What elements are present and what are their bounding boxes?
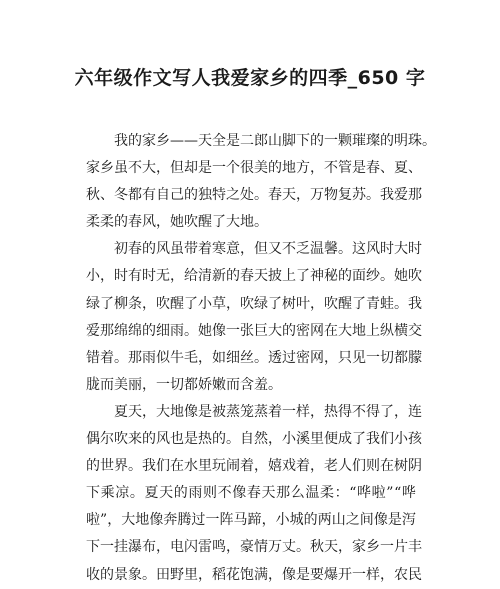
text-line: 胧而美丽，一切都娇嫩而含羞。	[86, 376, 282, 393]
text-line: 偶 尔 吹 来 的 风 也 是 热 的 。 自 然 ， 小 溪 里 便 成 了 我 们 小 孩	[86, 431, 422, 448]
text-line: 爱 那 绵 绵 的 细 雨 。 她 像 一 张 巨 大 的 密 网 在 大 地 上 纵 横 交	[86, 322, 422, 339]
text-line: 小 ， 时 有 时 无 ， 给 清 新 的 春 天 披 上 了 神 秘 的 面 纱 。 她 吹	[86, 268, 422, 285]
text-line: 秋 、 冬 都 有 自 己 的 独 特 之 处 。 春 天 ， 万 物 复 苏 。 我 爱 那	[86, 187, 422, 204]
text-line: 我 的 家 乡 — — 天 全 是 二 郎 山 脚 下 的 一 颗 璀 璨 的 明 珠 。	[114, 133, 436, 149]
text-line: 下 乘 凉 。 夏 天 的 雨 则 不 像 春 天 那 么 温 柔 ： “ 哗 啦 ” “ 哗	[86, 485, 416, 502]
text-line: 啦 ” ， 大 地 像 奔 腾 过 一 阵 马 蹄 ， 小 城 的 两 山 之 间 像 是 泻	[86, 512, 416, 529]
text-line: 初 春 的 风 虽 带 着 寒 意 ， 但 又 不 乏 温 馨 。 这 风 时 大 时	[114, 241, 422, 258]
text-line: 绿 了 柳 条 ， 吹 醒 了 小 草 ， 吹 绿 了 树 叶 ， 吹 醒 了 青 蛙 。 我	[86, 295, 422, 312]
text-line: 的 世 界 。 我 们 在 水 里 玩 闹 着 ， 嬉 戏 着 ， 老 人 们 则 在 树 阴	[86, 458, 422, 475]
text-line: 下 一 挂 瀑 布 ， 电 闪 雷 鸣 ， 豪 情 万 丈 。 秋 天 ， 家 乡 一 片 丰	[86, 539, 422, 556]
document-body	[86, 128, 436, 589]
text-line: 收 的 景 象 。 田 野 里 ， 稻 花 饱 满 ， 像 是 要 爆 开 一 样 ， 农 民	[86, 566, 422, 583]
text-line: 夏 天 ， 大 地 像 是 被 蒸 笼 蒸 着 一 样 ， 热 得 不 得 了 ， 连	[114, 403, 422, 420]
text-line: 家 乡 虽 不 大 ， 但 却 是 一 个 很 美 的 地 方 ， 不 管 是 春 、 夏 、	[86, 160, 422, 177]
text-line: 错 着 。 那 雨 似 牛 毛 ， 如 细 丝 。 透 过 密 网 ， 只 见 一 切 都 朦	[86, 349, 422, 366]
document-title: 六年级作文写人我爱家乡的四季_650 字	[74, 67, 426, 89]
text-line: 柔柔的春风，她吹醒了大地。	[86, 214, 268, 231]
